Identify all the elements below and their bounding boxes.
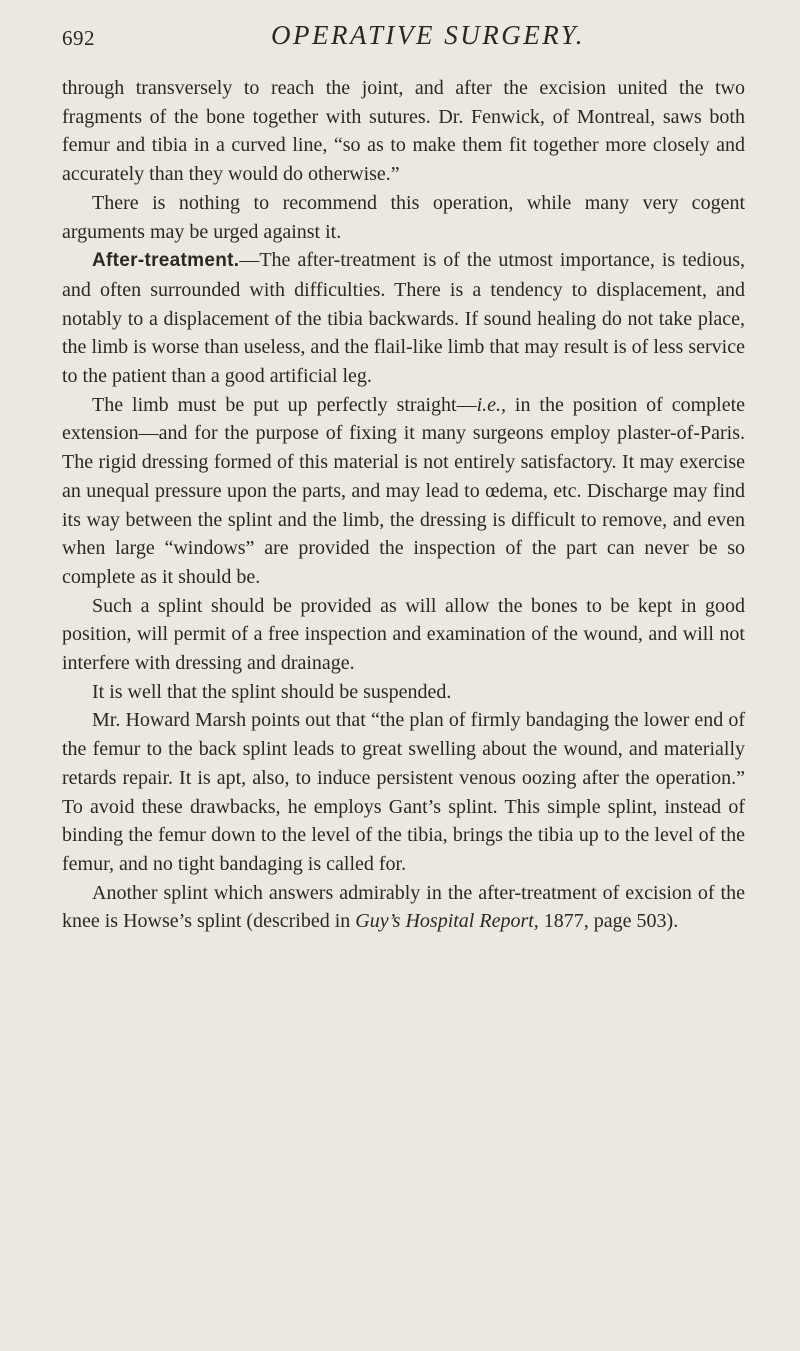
paragraph-after-treatment: [62, 246, 745, 391]
paragraph-howse-text-b: 1877, page 503).: [538, 910, 679, 933]
page-number: 692: [62, 26, 95, 50]
paragraph-plaster-text-a: The limb must be put up perfectly straight—: [92, 393, 477, 416]
page-header: [62, 20, 742, 60]
paragraph-howse-text-a: Another splint which answers admirably in the after-treatment of excision of the knee is Howse’s splint (described in: [62, 881, 745, 933]
paragraph-plaster-text-b: in the position of complete extension—and for the purpose of fixing it many surgeons employ plaster-of-Paris. The rigid dressing formed of this material is not entirely satisfactory. It may exercise an unequal pressure upon the parts, and may lead to œdema, etc. Discharge may find its way between the splint and the limb, the dressing is difficult to remove, and even when large “windows” are provided the inspection of the part can never be so complete as it should be.: [62, 393, 746, 588]
paragraph-plaster-italic: i.e.,: [476, 393, 507, 416]
paragraph-opinion: There is nothing to recommend this operation, while many very cogent arguments may be urged against it.: [62, 191, 745, 243]
paragraph-suspension: It is well that the splint should be suspended.: [92, 680, 452, 703]
body-text: [62, 74, 745, 936]
section-heading-after-treatment: After-treatment.: [92, 250, 240, 272]
paragraph-marsh: Mr. Howard Marsh points out that “the plan of firmly bandaging the lower end of the femur to the back splint leads to great swelling about the wound, and materially retards repair. It is apt, also, to induce persistent venous oozing after the operation.” To avoid these drawbacks, he employs Gant’s splint. This simple splint, instead of binding the femur down to the level of the tibia, brings the tibia up to the level of the femur, and no tight bandaging is called for.: [62, 709, 745, 875]
paragraph-splint-requirements: Such a splint should be provided as will allow the bones to be kept in good position, will permit of a free inspection and examination of the wound, and will not interfere with dressing and drainage.: [62, 594, 745, 675]
paragraph-continuation: through transversely to reach the joint, and after the excision united the two fragments of the bone together with sutures. Dr. Fenwick, of Montreal, saws both femur and tibia in a curved line, “so as to make them fit together more closely and accurately than they would do otherwise.”: [62, 77, 745, 186]
paragraph-plaster: [62, 391, 745, 592]
running-title: OPERATIVE SURGERY.: [271, 20, 585, 50]
citation-guys-hospital-report: Guy’s Hospital Report,: [355, 910, 539, 933]
paragraph-after-treatment-text: —The after-treatment is of the utmost importance, is tedious, and often surrounded with difficulties. There is a tendency to displacement, and notably to a displacement of the tibia backwards. If sound healing do not take place, the limb is worse than useless, and the flail-like limb that may result is of less service to the patient than a good artificial leg.: [62, 249, 745, 388]
paragraph-howse: [62, 879, 745, 936]
